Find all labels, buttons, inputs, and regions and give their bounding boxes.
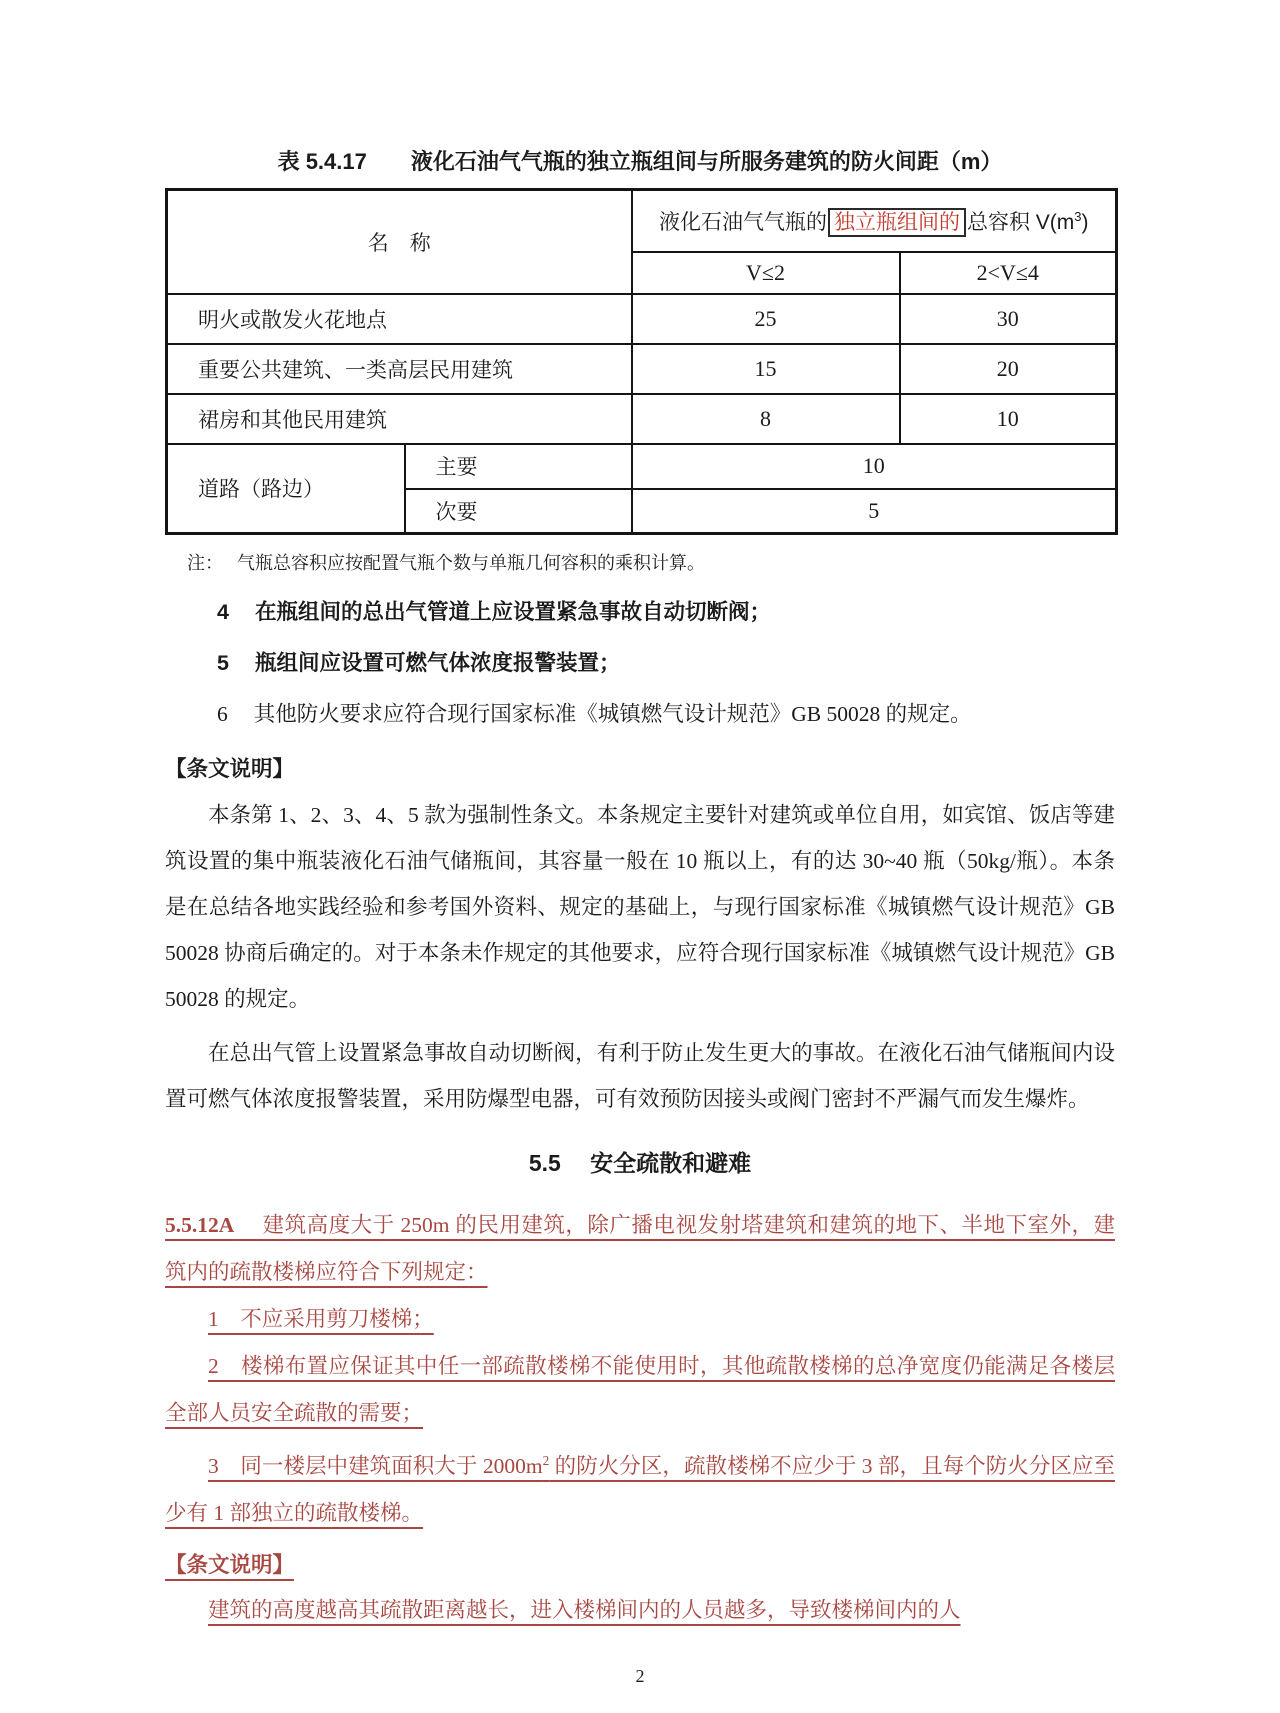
row-name-cell: 明火或散发火花地点: [167, 294, 632, 344]
clause-number: 6: [217, 702, 228, 726]
row-name-cell: 重要公共建筑、一类高层民用建筑: [167, 344, 632, 394]
row-value-cell: 8: [632, 394, 900, 444]
capacity-header-superscript: 3: [1074, 208, 1082, 224]
explanation-paragraph-2: 在总出气管上设置紧急事故自动切断阀，有利于防止发生更大的事故。在液化石油气储瓶间内设置可燃气体浓度报警装置，采用防爆型电器，可有效预防因接头或阀门密封不严漏气而发生爆炸。: [165, 1041, 1115, 1111]
amendment-item-3-text-end: 的防火分区，疏散楼梯不应少于 3 部，且每个防火分区应至少有 1 部独立的疏散楼梯。: [165, 1454, 1115, 1526]
col-header-v2: 2<V≤4: [900, 252, 1117, 294]
table-note: [165, 550, 1115, 576]
section-heading: 5.5 安全疏散和避难: [528, 1150, 752, 1176]
amendment-clause-number: 5.5.12A: [165, 1213, 235, 1237]
col-header-capacity: [632, 190, 1117, 252]
row-value-cell: 30: [900, 294, 1117, 344]
amendment-item-1: 1 不应采用剪刀楼梯；: [208, 1307, 434, 1331]
clause-item-6: [165, 699, 1115, 729]
table-row-road-main: [167, 444, 1117, 489]
table-note-text: 气瓶总容积应按配置气瓶个数与单瓶几何容积的乘积计算。: [237, 553, 705, 573]
table-caption: 表 5.4.17 液化石油气气瓶的独立瓶组间与所服务建筑的防火间距（m）: [277, 149, 1003, 174]
capacity-header-prefix: 液化石油气气瓶的: [658, 210, 827, 234]
col-header-v1: V≤2: [632, 252, 900, 294]
amendment-item-3: [165, 1437, 1115, 1537]
road-value-cell: 10: [632, 444, 1117, 489]
table-row: [167, 294, 1117, 344]
road-sub-cell: 次要: [405, 489, 632, 534]
capacity-header-close: ): [1081, 210, 1089, 234]
clause-number: 4: [217, 600, 229, 624]
explanation-paragraph-1: 本条第 1、2、3、4、5 款为强制性条文。本条规定主要针对建筑或单位自用，如宾馆、饭店等建筑设置的集中瓶装液化石油气储瓶间，其容量一般在 10 瓶以上，有的达 30~40 瓶（50kg/瓶）。本条是在总结各地实践经验和参考国外资料、规定的基础上，与现行国家标准《城镇燃气设计规范》GB 50028 协商后确定的。对于本条未作规定的其他要求，应符合现行国家标准《城镇燃气设计规范》GB 50028 的规定。: [165, 803, 1115, 1011]
amendment-paragraph: 建筑的高度越高其疏散距离越长，进入楼梯间内的人员越多，导致楼梯间内的人: [208, 1598, 961, 1623]
table-row: [167, 344, 1117, 394]
amendment-item-3-text: 3 同一楼层中建筑面积大于 2000m: [208, 1454, 543, 1479]
clause-text: 瓶组间应设置可燃气体浓度报警装置；: [254, 651, 621, 675]
row-value-cell: 25: [632, 294, 900, 344]
col-header-name: [167, 190, 632, 294]
row-value-cell: 10: [900, 394, 1117, 444]
clause-text: 其他防火要求应符合现行国家标准《城镇燃气设计规范》GB 50028 的规定。: [253, 702, 972, 726]
row-value-cell: 20: [900, 344, 1117, 394]
table-note-label: 注：: [187, 553, 223, 573]
table-header-row-1: [167, 190, 1117, 252]
clause-item-4: [165, 597, 1115, 627]
explanation-heading: 【条文说明】: [165, 757, 295, 781]
amendment-clause: [165, 1202, 1115, 1296]
row-value-cell: 15: [632, 344, 900, 394]
table-row: [167, 394, 1117, 444]
name-header-label: 名 称: [367, 231, 431, 255]
road-value-cell: 5: [632, 489, 1117, 534]
road-label-cell: 道路（路边）: [167, 444, 405, 534]
clause-item-5: [165, 648, 1115, 678]
capacity-header-suffix: 总容积 V(m: [966, 210, 1075, 234]
row-name-cell: 裙房和其他民用建筑: [167, 394, 632, 444]
fire-separation-table: [165, 188, 1118, 535]
amendment-explanation-heading: 【条文说明】: [165, 1553, 295, 1578]
amendment-item-3-superscript: 2: [542, 1453, 550, 1468]
amendment-clause-text: 建筑高度大于 250m 的民用建筑，除广播电视发射塔建筑和建筑的地下、半地下室外，建筑内的疏散楼梯应符合下列规定：: [165, 1213, 1115, 1284]
page-content: [165, 0, 1115, 1634]
revision-boxed-text: 独立瓶组间的: [828, 208, 966, 237]
road-sub-cell: 主要: [405, 444, 632, 489]
amendment-item-2: 2 楼梯布置应保证其中任一部疏散楼梯不能使用时，其他疏散楼梯的总净宽度仍能满足各楼层全部人员安全疏散的需要；: [165, 1354, 1115, 1425]
clause-text: 在瓶组间的总出气管道上应设置紧急事故自动切断阀；: [254, 600, 771, 624]
page-number: 2: [635, 1666, 645, 1686]
clause-number: 5: [217, 651, 229, 675]
